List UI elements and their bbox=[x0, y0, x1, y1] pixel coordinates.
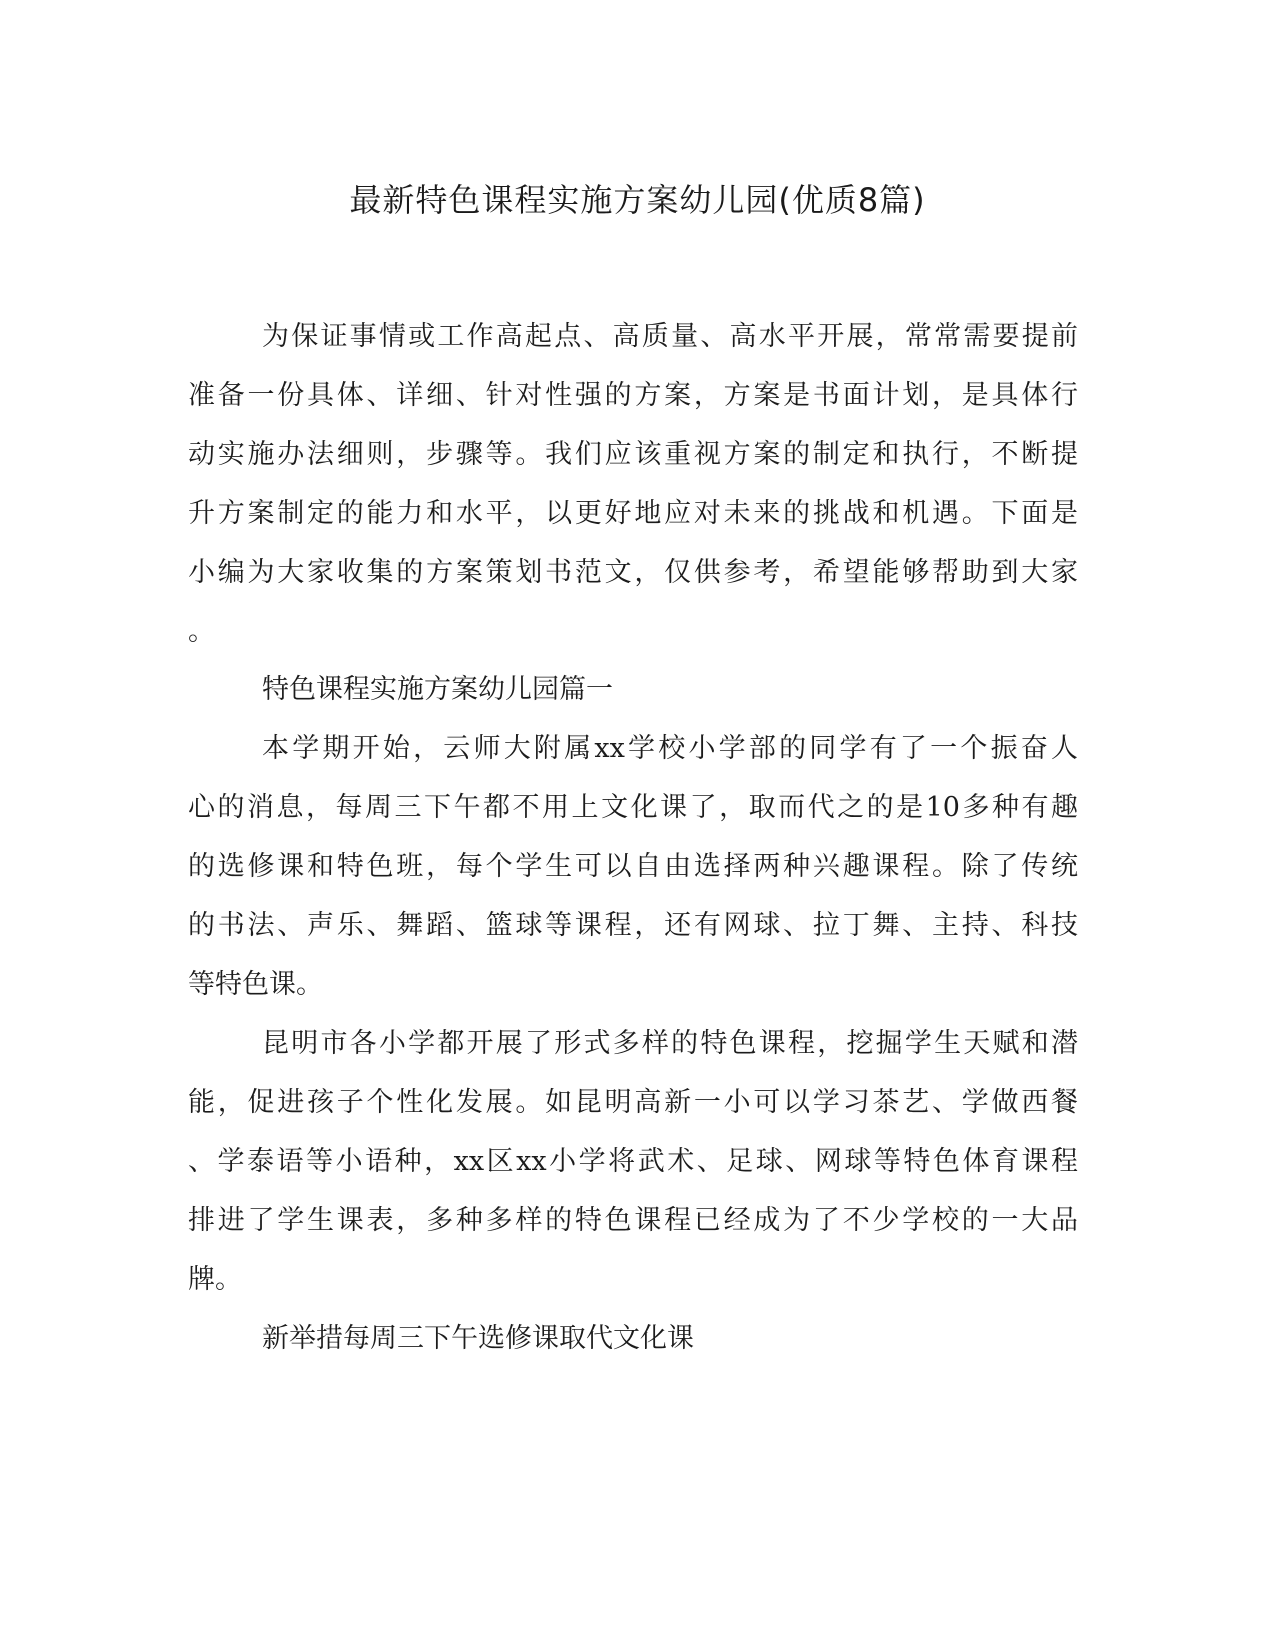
paragraph-line: 的书法、声乐、舞蹈、篮球等课程，还有网球、拉丁舞、主持、科技 bbox=[188, 910, 1078, 941]
paragraph-line: 等特色课。 bbox=[188, 969, 323, 1000]
intro-line: 动实施办法细则，步骤等。我们应该重视方案的制定和执行，不断提 bbox=[188, 439, 1078, 470]
intro-line: 升方案制定的能力和水平，以更好地应对未来的挑战和机遇。下面是 bbox=[188, 498, 1078, 529]
document-title: 最新特色课程实施方案幼儿园(优质8篇) bbox=[349, 181, 926, 219]
intro-line: 准备一份具体、详细、针对性强的方案，方案是书面计划，是具体行 bbox=[188, 380, 1078, 411]
paragraph-line: 本学期开始，云师大附属xx学校小学部的同学有了一个振奋人 bbox=[262, 733, 1078, 764]
paragraph-line: 能，促进孩子个性化发展。如昆明高新一小可以学习茶艺、学做西餐 bbox=[188, 1087, 1078, 1118]
section-heading: 特色课程实施方案幼儿园篇一 bbox=[262, 674, 613, 705]
subheading: 新举措每周三下午选修课取代文化课 bbox=[262, 1323, 694, 1354]
paragraph-line: 牌。 bbox=[188, 1264, 242, 1295]
intro-line: 为保证事情或工作高起点、高质量、高水平开展，常常需要提前 bbox=[262, 321, 1078, 352]
paragraph-line: 的选修课和特色班，每个学生可以自由选择两种兴趣课程。除了传统 bbox=[188, 851, 1078, 882]
paragraph-line: 排进了学生课表，多种多样的特色课程已经成为了不少学校的一大品 bbox=[188, 1205, 1078, 1236]
intro-line: 小编为大家收集的方案策划书范文，仅供参考，希望能够帮助到大家 bbox=[188, 557, 1078, 588]
paragraph-line: 昆明市各小学都开展了形式多样的特色课程，挖掘学生天赋和潜 bbox=[262, 1028, 1078, 1059]
paragraph-line: 心的消息，每周三下午都不用上文化课了，取而代之的是10多种有趣 bbox=[188, 792, 1078, 823]
intro-line: 。 bbox=[188, 616, 215, 647]
paragraph-line: 、学泰语等小语种，xx区xx小学将武术、足球、网球等特色体育课程 bbox=[188, 1146, 1078, 1177]
